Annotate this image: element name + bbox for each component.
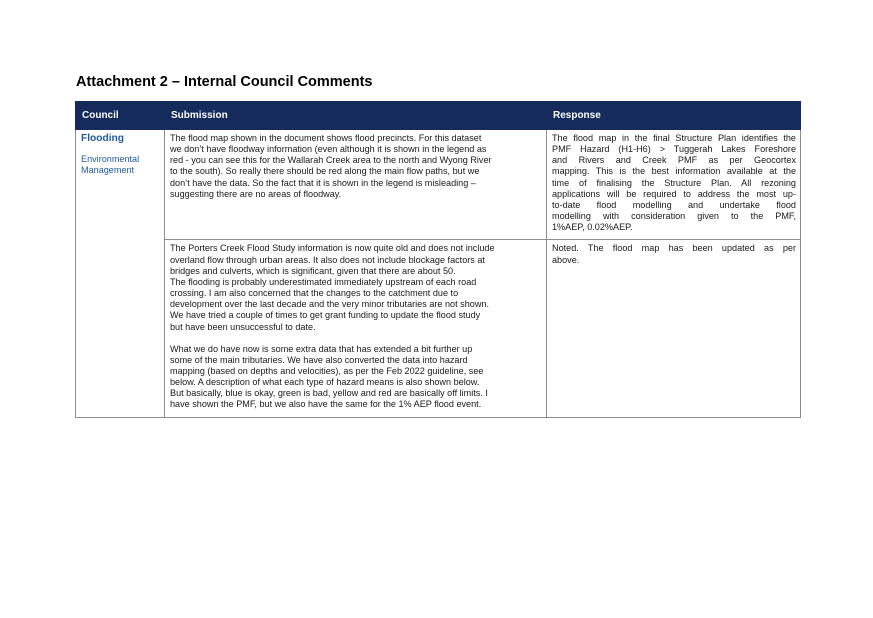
response-line: to-date flood modelling and undertake flood: [552, 199, 796, 210]
submission-line: The Porters Creek Flood Study information is now quite old and does not include: [170, 243, 495, 254]
response-line: applications will be required to address the most up-: [552, 188, 796, 199]
table-row: [76, 240, 801, 417]
submission-line: development over the last decade and the very minor tributaries are not shown.: [170, 299, 489, 310]
submission-line: red - you can see this for the Wallarah Creek area to the north and Wyong River: [170, 155, 492, 166]
response-line: time of finalising the Structure Plan. All rezoning: [552, 177, 796, 188]
submission-line: we don’t have floodway information (even although it is shown in the legend as: [170, 144, 487, 155]
table-header-row: [76, 102, 801, 130]
submission-line: suggesting there are no areas of floodway.: [170, 188, 342, 199]
response-line: Noted. The flood map has been updated as per: [552, 243, 796, 254]
submission-line: The flood map shown in the document shows flood precincts. For this dataset: [170, 133, 482, 143]
response-line: and Rivers and Creek PMF as per Geocortex: [552, 155, 796, 166]
submission-line: What we do have now is some extra data that has extended a bit further up: [170, 343, 473, 354]
response-line: above.: [552, 254, 580, 265]
council-department-line: Management: [81, 165, 135, 176]
response-line: PMF Hazard (H1-H6) > Tuggerah Lakes Foreshore: [552, 144, 796, 155]
submission-line: But basically, blue is okay, green is bad, yellow and red are basically off limits. I: [170, 388, 488, 399]
header-response: Response: [547, 102, 801, 130]
submission-line: but have been unsuccessful to date.: [170, 321, 316, 332]
paragraph-gap: [170, 333, 542, 344]
submission-line: bridges and culverts, which is significant, given that there are about 50.: [170, 265, 456, 276]
page-title: Attachment 2 – Internal Council Comments: [76, 74, 373, 90]
submission-line: The flooding is probably underestimated immediately upstream of each road: [170, 276, 477, 287]
submission-line: don’t have the data. So the fact that it is shown in the legend is misleading –: [170, 177, 476, 188]
council-department-line: Environmental: [81, 154, 140, 164]
submission-cell: [165, 130, 547, 240]
submission-line: overland flow through urban areas. It also does not include blockage factors at: [170, 254, 485, 265]
response-line: The flood map in the final Structure Plan identifies the: [552, 133, 796, 143]
response-line: modelling with consideration given to the PMF,: [552, 211, 796, 222]
submission-line: to the south). So really there should be red along the main flow paths, but we: [170, 166, 480, 177]
submission-line: crossing. I am also concerned that the changes to the catchment due to: [170, 288, 459, 299]
header-council: Council: [76, 102, 165, 130]
header-submission: Submission: [165, 102, 547, 130]
council-department: [81, 154, 160, 176]
submission-cell: [165, 240, 547, 417]
council-cell: [76, 130, 165, 418]
submission-line: We have tried a couple of times to get grant funding to update the flood study: [170, 310, 481, 321]
submission-line: some of the main tributaries. We have also converted the data into hazard: [170, 354, 468, 365]
response-line: 1%AEP, 0.02%AEP.: [552, 222, 633, 233]
council-category: Flooding: [81, 133, 124, 144]
response-cell: [547, 130, 801, 240]
comments-table: [75, 101, 801, 418]
response-line: mapping. This is the best information available at the: [552, 166, 796, 177]
submission-line: have shown the PMF, but we also have the same for the 1% AEP flood event.: [170, 399, 482, 410]
table-row: [76, 130, 801, 240]
response-cell: [547, 240, 801, 417]
submission-line: below. A description of what each type of hazard means is also shown below.: [170, 377, 480, 388]
submission-line: mapping (based on depths and velocities), as per the Feb 2022 guideline, see: [170, 365, 484, 376]
